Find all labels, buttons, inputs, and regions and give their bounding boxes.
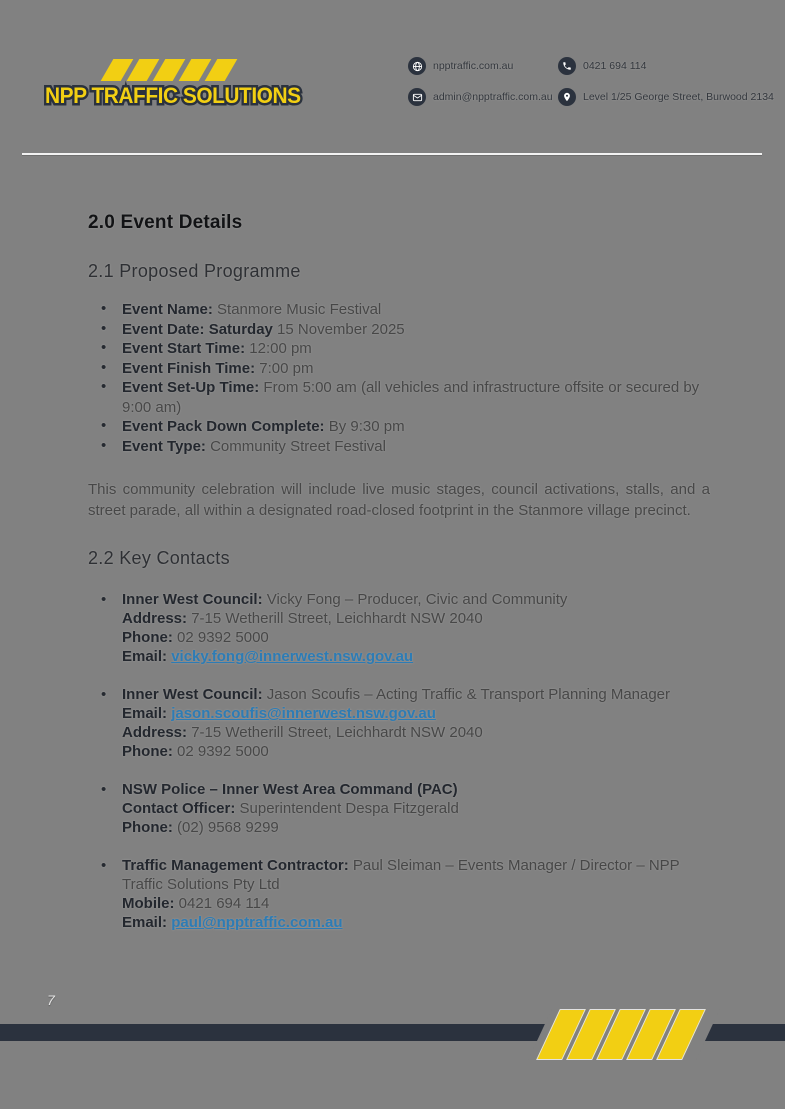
phone-icon [558,57,576,75]
subsection-key-contacts: 2.2 Key Contacts [88,548,230,568]
item-label: Event Pack Down Complete: [122,418,325,435]
section-title: 2.0 Event Details [88,212,243,233]
address-value: 7-15 Wetherill Street, Leichhardt NSW 2040 [187,724,483,741]
phone-label: Phone: [122,819,173,836]
contact-line [122,647,710,666]
contact-line [122,818,710,837]
contact-role: Jason Scoufis – Acting Traffic & Transport Planning Manager [262,686,671,703]
email-label: Email: [122,914,168,931]
phone-label: Phone: [122,743,173,760]
list-item [122,437,710,457]
location-icon [558,88,576,106]
contact-line [122,742,710,761]
phone-value: (02) 9568 9299 [172,819,279,836]
globe-icon [408,57,426,75]
contact-entry-nsw-police [122,780,710,837]
contact-line [122,780,710,799]
contact-line [122,704,710,723]
contact-line [122,590,710,609]
logo-stripes [107,59,315,81]
contact-line [122,894,710,913]
contact-role: Vicky Fong – Producer, Civic and Community [262,591,568,608]
email-contact [408,88,558,106]
phone-text: 0421 694 114 [583,60,647,72]
website-text: npptraffic.com.au [433,60,514,72]
item-value: 7:00 pm [255,359,314,377]
item-value: 12:00 pm [245,340,312,357]
officer-label: Contact Officer: [122,800,236,817]
item-label: Event Date: Saturday [122,320,273,338]
contact-role: Paul Sleiman – Events Manager / Director – NPP Traffic Solutions Pty Ltd [122,857,680,893]
list-item [122,359,710,379]
item-label: Event Name: [122,301,213,318]
item-label: Event Finish Time: [122,359,256,377]
subsection-proposed-programme: 2.1 Proposed Programme [88,261,301,281]
list-item [122,417,710,437]
address-contact [558,88,774,106]
item-value: By 9:30 pm [324,418,405,435]
logo-text: NPP TRAFFIC SOLUTIONS NPP TRAFFIC SOLUTIONS [45,83,302,109]
item-value: Community Street Festival [205,437,386,455]
list-item [122,339,710,359]
contact-entry-jason-scoufis [122,685,710,761]
address-label: Address: [122,724,188,741]
list-item [122,378,710,417]
company-logo [45,59,315,109]
phone-contact [558,57,768,75]
email-link[interactable]: jason.scoufis@innerwest.nsw.gov.au [171,705,436,722]
header-divider [22,153,762,155]
item-value: Stanmore Music Festival [212,301,382,318]
contact-org: Inner West Council: [122,686,263,703]
contact-line [122,799,710,818]
page-number: 7 [47,992,55,1008]
email-link[interactable]: paul@npptraffic.com.au [171,914,343,931]
item-label: Event Start Time: [122,340,246,357]
item-value: 15 November 2025 [272,320,405,338]
item-label: Event Type: [122,437,206,455]
contact-line [122,628,710,647]
email-label: Email: [122,648,168,665]
contact-org: NSW Police – Inner West Area Command (PAC) [122,781,458,798]
mobile-value: 0421 694 114 [174,895,270,912]
contact-line [122,856,710,894]
footer-stripes [528,1008,721,1061]
contact-org: Traffic Management Contractor: [122,857,349,874]
address-value: 7-15 Wetherill Street, Leichhardt NSW 2040 [187,610,483,627]
address-label: Address: [122,610,188,627]
phone-label: Phone: [122,629,173,646]
mobile-label: Mobile: [122,895,175,912]
document-body [88,212,710,951]
contacts-list [88,590,710,932]
header-contact-info [408,57,774,106]
list-item [122,300,710,320]
contact-line [122,685,710,704]
phone-value: 02 9392 5000 [172,629,269,646]
page-header [0,55,785,125]
contact-org: Inner West Council: [122,591,263,608]
officer-value: Superintendent Despa Fitzgerald [235,800,459,817]
programme-list [88,300,710,456]
intro-paragraph: This community celebration will include live music stages, council activations, stalls, and a street parade, all within a designated road-closed footprint in the Stanmore village precinct. [88,481,710,519]
website-contact [408,57,558,75]
contact-line [122,609,710,628]
contact-line [122,723,710,742]
item-value: From 5:00 am (all vehicles and infrastructure offsite or secured by 9:00 am) [122,379,700,416]
contact-entry-paul-sleiman [122,856,710,932]
contact-line [122,913,710,932]
address-text: Level 1/25 George Street, Burwood 2134 [583,91,774,103]
email-icon [408,88,426,106]
email-link[interactable]: vicky.fong@innerwest.nsw.gov.au [171,648,414,665]
email-label: Email: [122,705,168,722]
stripe-decoration [205,59,238,81]
item-label: Event Set-Up Time: [122,379,260,396]
phone-value: 02 9392 5000 [172,743,269,760]
contact-entry-vicky-fong [122,590,710,666]
email-text: admin@npptraffic.com.au [433,91,553,103]
list-item [122,320,710,340]
